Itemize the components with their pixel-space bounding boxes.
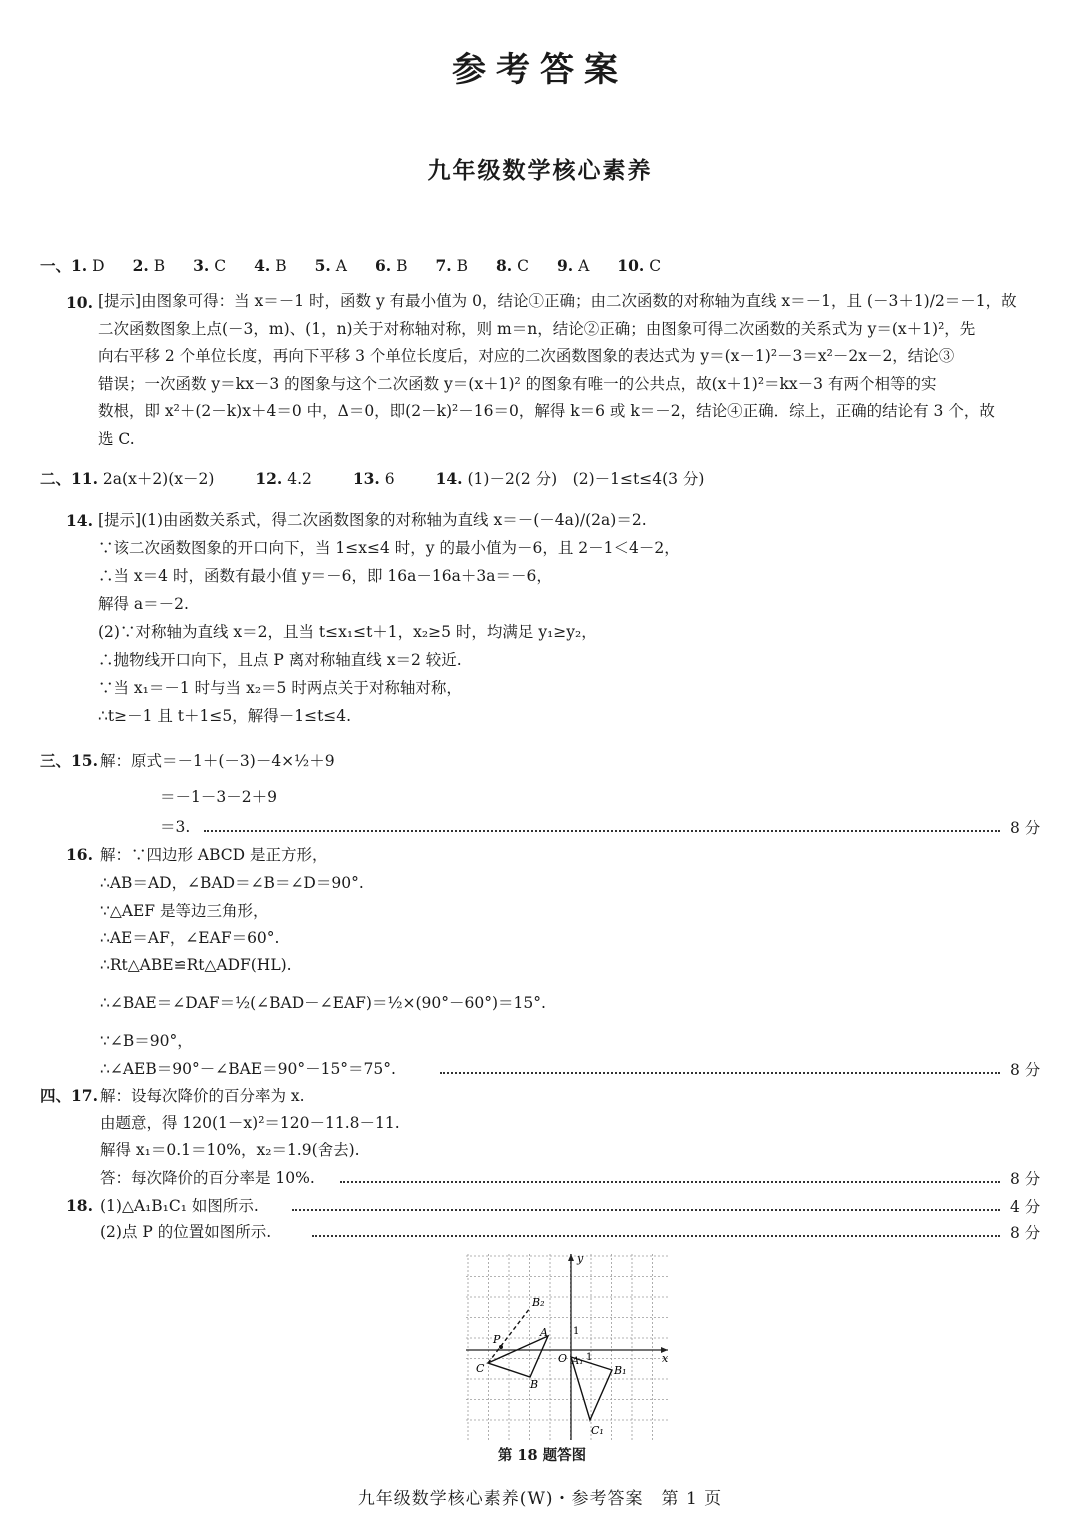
mc-item: 9. A bbox=[556, 256, 590, 275]
mc-item: 10. C bbox=[617, 256, 662, 275]
score: 4 分 bbox=[1010, 1198, 1041, 1216]
mc-item: 7. B bbox=[435, 256, 468, 275]
dot-leader bbox=[340, 1180, 1000, 1183]
label-x: x bbox=[662, 1352, 669, 1365]
mc-item: 2. B bbox=[132, 256, 166, 275]
mc-item: 1. D bbox=[71, 256, 105, 275]
y-axis-arrow bbox=[568, 1254, 574, 1261]
q14-number: 14. bbox=[66, 511, 93, 530]
q15-line: ＝－1－3－2＋9 bbox=[160, 788, 277, 806]
fill-answer-row: 二、11. 2a(x＋2)(x－2) 12. 4.2 13. 6 14. (1)－2(2 分) (2)－1≤t≤4(3 分) bbox=[40, 469, 705, 488]
q16-line: ∴AE＝AF，∠EAF＝60°. bbox=[100, 929, 280, 947]
q15-line: ＝3. bbox=[160, 818, 191, 836]
label-a1: A₁ bbox=[572, 1356, 584, 1367]
label-c1: C₁ bbox=[591, 1424, 604, 1437]
figure-caption: 第 18 题答图 bbox=[497, 1447, 587, 1464]
page-footer: 九年级数学核心素养(W)・参考答案 第 1 页 bbox=[357, 1489, 723, 1509]
q17-line: 答：每次降价的百分率是 10%. bbox=[100, 1169, 315, 1187]
score: 8 分 bbox=[1010, 819, 1041, 837]
score: 8 分 bbox=[1010, 1170, 1041, 1188]
q16-line: ∴∠AEB＝90°－∠BAE＝90°－15°＝75°. bbox=[100, 1060, 396, 1078]
dot-leader bbox=[312, 1234, 1000, 1237]
label-c: C bbox=[476, 1362, 485, 1375]
q17-line: 解得 x₁＝0.1＝10%，x₂＝1.9(舍去). bbox=[100, 1141, 360, 1159]
coordinate-figure bbox=[462, 1250, 674, 1445]
q16-line: ∵△AEF 是等边三角形， bbox=[100, 902, 269, 920]
q14-explanation: [提示](1)由函数关系式，得二次函数图象的对称轴为直线 x＝－(－4a)/(2a)＝2. ∵该二次函数图象的开口向下，当 1≤x≤4 时，y 的最小值为－6，且 2－1＜4－2， ∴当 x＝4 时，函数有最小值 y＝－6，即 16a－16a＋3a＝－6， 解得 a＝－2. (2)∵对称轴为直线 x＝2，且当 t≤x₁≤t＋1，x₂≥5 时，均满足 y₁≥y₂， ∴抛物线开口向下，且点 P 离对称轴直线 x＝2 较近. ∵当 x₁＝－1 时与当 x₂＝5 时两点关于对称轴对称， ∴t≥－1 且 t＋1≤5，解得－1≤t≤4. bbox=[98, 511, 680, 725]
section-label: 一、 bbox=[40, 256, 72, 275]
dot-leader bbox=[292, 1208, 1000, 1211]
label-b: B bbox=[530, 1378, 539, 1391]
dot-leader bbox=[204, 829, 1000, 832]
label-one-x: 1 bbox=[586, 1352, 593, 1363]
mc-answer-row bbox=[40, 254, 689, 276]
q16-line: ∵∠B＝90°， bbox=[100, 1032, 193, 1050]
grid bbox=[466, 1254, 668, 1440]
label-o: O bbox=[558, 1352, 568, 1365]
q18-line: (2)点 P 的位置如图所示. bbox=[100, 1223, 272, 1241]
q17-line: 由题意，得 120(1－x)²＝120－11.8－11. bbox=[100, 1114, 400, 1132]
mc-item: 5. A bbox=[314, 256, 347, 275]
q16-line: ∴Rt△ABE≌Rt△ADF(HL). bbox=[100, 956, 292, 974]
mc-item: 4. B bbox=[254, 256, 287, 275]
mc-item: 8. C bbox=[495, 256, 529, 275]
label-y: y bbox=[577, 1252, 584, 1265]
label-a: A bbox=[540, 1326, 548, 1339]
q17-label: 四、17. bbox=[40, 1086, 98, 1105]
mc-item: 3. C bbox=[193, 256, 227, 275]
q16-line: 解：∵四边形 ABCD 是正方形， bbox=[100, 846, 328, 864]
q15-line: 解：原式＝－1＋(－3)－4×½＋9 bbox=[100, 752, 335, 770]
page-title: 参考答案 bbox=[452, 50, 628, 90]
q16-line: ∴∠BAE＝∠DAF＝½(∠BAD－∠EAF)＝½×(90°－60°)＝15°. bbox=[100, 994, 546, 1012]
q16-number: 16. bbox=[66, 845, 93, 864]
label-p: P bbox=[493, 1333, 501, 1346]
q17-line: 解：设每次降价的百分率为 x. bbox=[100, 1087, 305, 1105]
dot-leader bbox=[440, 1071, 1000, 1074]
score: 8 分 bbox=[1010, 1061, 1041, 1079]
q18-number: 18. bbox=[66, 1196, 93, 1215]
q15-label: 三、15. bbox=[40, 751, 98, 770]
page-subtitle: 九年级数学核心素养 bbox=[427, 157, 653, 184]
mc-item: 6. B bbox=[374, 256, 408, 275]
label-one-y: 1 bbox=[573, 1326, 580, 1337]
score: 8 分 bbox=[1010, 1224, 1041, 1242]
q10-explanation: [提示]由图象可得：当 x＝－1 时，函数 y 有最小值为 0，结论①正确；由二次函数的对称轴为直线 x＝－1，且 (－3＋1)/2＝－1，故 二次函数图象上点(－3，m)、(1，n)关于对称轴对称，则 m＝n，结论②正确；由图象可得二次函数的关系式为 y＝(x＋1)²，先 向右平移 2 个单位长度，再向下平移 3 个单位长度后，对应的二次函数图象的表达式为 y＝(x－1)²－3＝x²－2x－2，结论③ 错误；一次函数 y＝kx－3 的图象与这个二次函数 y＝(x＋1)² 的图象有唯一的公共点，故(x＋1)²＝kx－3 有两个相等的实 数根，即 x²＋(2－k)x＋4＝0 中，Δ＝0，即(2－k)²－16＝0，解得 k＝6 或 k＝－2，结论④正确．综上，正确的结论有 3 个，故 选 C. bbox=[98, 292, 1017, 448]
label-b1: B₁ bbox=[614, 1364, 627, 1377]
q10-number: 10. bbox=[66, 293, 93, 312]
q16-line: ∴AB＝AD，∠BAD＝∠B＝∠D＝90°. bbox=[100, 874, 364, 892]
q18-line: (1)△A₁B₁C₁ 如图所示. bbox=[100, 1197, 259, 1215]
label-b2: B₂ bbox=[532, 1296, 545, 1309]
